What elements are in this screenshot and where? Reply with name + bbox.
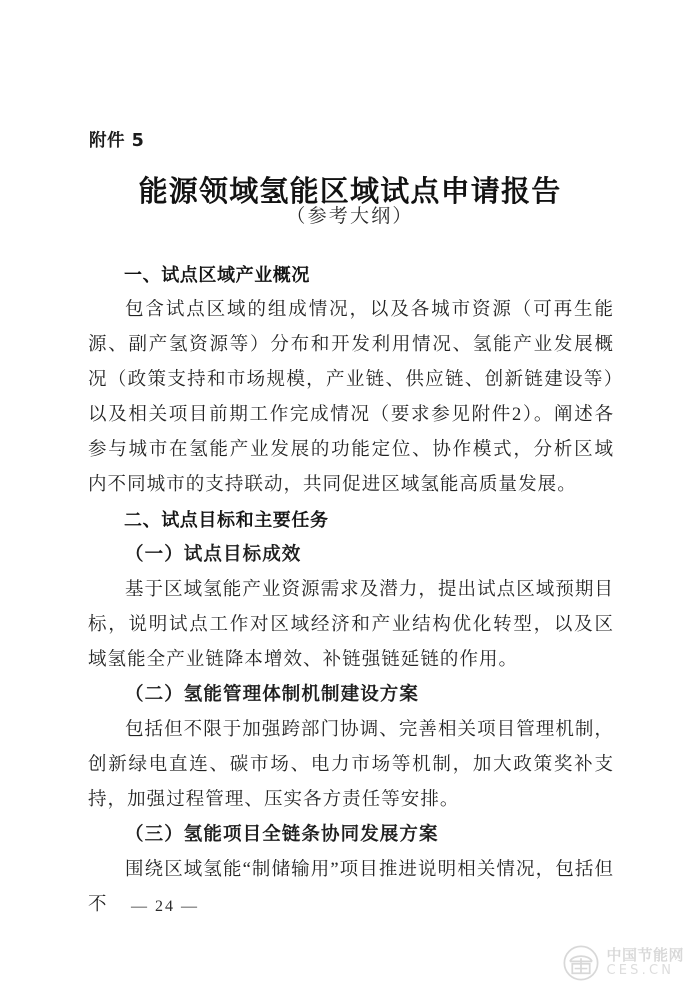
watermark-name-cn: 中国节能网 bbox=[606, 946, 684, 965]
subsection-heading-2-2: （二）氢能管理体制机制建设方案 bbox=[125, 685, 420, 705]
page-number: — 24 — bbox=[131, 898, 199, 915]
subsection-2-3-paragraph-1: 围绕区域氢能“制储输用”项目推进说明相关情况，包括但不 bbox=[88, 860, 614, 915]
page-title: 能源领域氢能区域试点申请报告 bbox=[138, 174, 562, 209]
watermark bbox=[562, 944, 684, 982]
section-heading-2: 二、试点目标和主要任务 bbox=[124, 510, 329, 531]
watermark-text bbox=[606, 948, 684, 977]
subsection-2-1-paragraph-1: 基于区域氢能产业资源需求及潜力，提出试点区域预期目标，说明试点工作对区域经济和产业结构优化转型，以及区域氢能全产业链降本增效、补链强链延链的作用。 bbox=[88, 580, 614, 670]
document-body bbox=[88, 258, 614, 923]
section-heading-1: 一、试点区域产业概况 bbox=[124, 265, 310, 286]
subsection-heading-2-1: （一）试点目标成效 bbox=[125, 545, 302, 565]
watermark-name-en: CES.CN bbox=[606, 963, 675, 979]
subsection-2-2-paragraph-1: 包括但不限于加强跨部门协调、完善相关项目管理机制，创新绿电直连、碳市场、电力市场等机制，加大政策奖补支持，加强过程管理、压实各方责任等安排。 bbox=[88, 720, 614, 810]
ces-logo-icon bbox=[562, 944, 600, 982]
subsection-heading-2-3: （三）氢能项目全链条协同发展方案 bbox=[125, 825, 439, 845]
attachment-label: 附件 5 bbox=[89, 131, 145, 151]
section-1-paragraph-1: 包含试点区域的组成情况，以及各城市资源（可再生能源、副产氢资源等）分布和开发利用情况、氢能产业发展概况（政策支持和市场规模，产业链、供应链、创新链建设等）以及相关项目前期工作完成情况（要求参见附件2）。阐述各参与城市在氢能产业发展的功能定位、协作模式，分析区域内不同城市的支持联动，共同促进区域氢能高质量发展。 bbox=[88, 300, 614, 495]
page-subtitle: （参考大纲） bbox=[286, 206, 414, 227]
